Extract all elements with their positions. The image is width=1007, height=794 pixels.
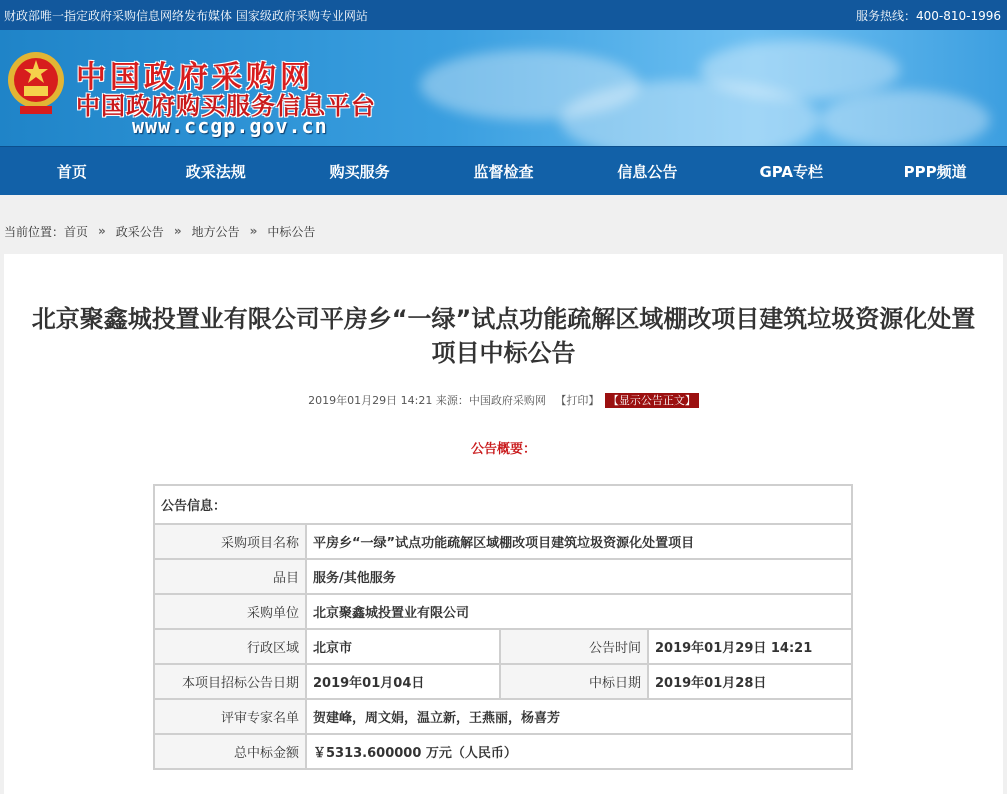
site-logo-title: 中国政府采购网 xyxy=(76,60,314,95)
table-row xyxy=(154,524,852,559)
nav-supervision[interactable]: 监督检查 xyxy=(473,162,534,181)
cell-label: 采购项目名称 xyxy=(154,524,306,559)
cell-label: 本项目招标公告日期 xyxy=(154,664,306,699)
nav-announcements[interactable]: 信息公告 xyxy=(617,162,678,181)
cell-label: 总中标金额 xyxy=(154,734,306,769)
summary-heading: 公告概要： xyxy=(470,442,536,457)
nav-purchase-services[interactable]: 购买服务 xyxy=(329,162,390,181)
table-row xyxy=(154,664,852,699)
site-logo-subtitle: 中国政府购买服务信息平台 xyxy=(76,92,376,120)
article-meta xyxy=(4,392,1003,408)
cell-award-date: 2019年01月28日 xyxy=(648,664,852,699)
print-link[interactable]: 【打印】 xyxy=(555,394,600,407)
site-url: www.ccgp.gov.cn xyxy=(132,114,328,138)
nav-gpa[interactable]: GPA专栏 xyxy=(759,162,823,181)
breadcrumb-separator: » xyxy=(98,224,106,238)
breadcrumb-separator: » xyxy=(173,224,182,238)
cell-project-name: 平房乡“一绿”试点功能疏解区域棚改项目建筑垃圾资源化处置项目 xyxy=(306,524,852,559)
nav-ppp[interactable]: PPP频道 xyxy=(903,162,967,181)
table-row xyxy=(154,559,852,594)
top-info-left: 财政部唯一指定政府采购信息网络发布媒体 国家级政府采购专业网站 xyxy=(4,8,368,23)
main-nav xyxy=(0,146,1007,195)
site-banner xyxy=(0,30,1007,146)
cell-experts: 贺建峰，周文娟，温立新，王燕丽，杨喜芳 xyxy=(306,699,852,734)
page-title: 北京聚鑫城投置业有限公司平房乡“一绿”试点功能疏解区域棚改项目建筑垃圾资源化处置项目中标公告 xyxy=(31,305,976,367)
cell-label: 中标日期 xyxy=(500,664,648,699)
table-row xyxy=(154,485,852,524)
cell-amount: ￥5313.600000 万元（人民币） xyxy=(306,734,852,769)
table-row xyxy=(154,594,852,629)
article-source: 来源：中国政府采购网 xyxy=(435,394,546,407)
table-row xyxy=(154,699,852,734)
table-header: 公告信息： xyxy=(154,485,852,524)
cell-label: 公告时间 xyxy=(500,629,648,664)
breadcrumb-award-notices[interactable]: 中标公告 xyxy=(267,224,316,239)
nav-home[interactable]: 首页 xyxy=(56,162,87,181)
breadcrumb-prefix: 当前位置： xyxy=(4,224,65,239)
cell-label: 行政区域 xyxy=(154,629,306,664)
cell-notice-time: 2019年01月29日 14:21 xyxy=(648,629,852,664)
table-row xyxy=(154,734,852,769)
cell-region: 北京市 xyxy=(306,629,500,664)
nav-regulations[interactable]: 政采法规 xyxy=(185,162,246,181)
table-row xyxy=(154,629,852,664)
breadcrumb-procurement-notices[interactable]: 政采公告 xyxy=(115,224,164,239)
cell-bid-date: 2019年01月04日 xyxy=(306,664,500,699)
cell-buyer: 北京聚鑫城投置业有限公司 xyxy=(306,594,852,629)
cell-category: 服务/其他服务 xyxy=(306,559,852,594)
show-content-button[interactable]: 【显示公告正文】 xyxy=(605,393,699,408)
breadcrumb-local-notices[interactable]: 地方公告 xyxy=(191,224,240,239)
cell-label: 评审专家名单 xyxy=(154,699,306,734)
breadcrumb-separator: » xyxy=(249,224,258,238)
publish-date: 2019年01月29日 14:21 xyxy=(308,394,433,407)
article-panel xyxy=(4,254,1003,794)
breadcrumb xyxy=(0,211,1007,251)
top-info-bar xyxy=(0,0,1007,30)
breadcrumb-home[interactable]: 首页 xyxy=(64,224,89,239)
cell-label: 采购单位 xyxy=(154,594,306,629)
national-emblem-icon xyxy=(6,46,66,118)
notice-info-table xyxy=(153,484,853,770)
cell-label: 品目 xyxy=(154,559,306,594)
service-hotline: 服务热线：400-810-1996 xyxy=(855,8,1001,23)
